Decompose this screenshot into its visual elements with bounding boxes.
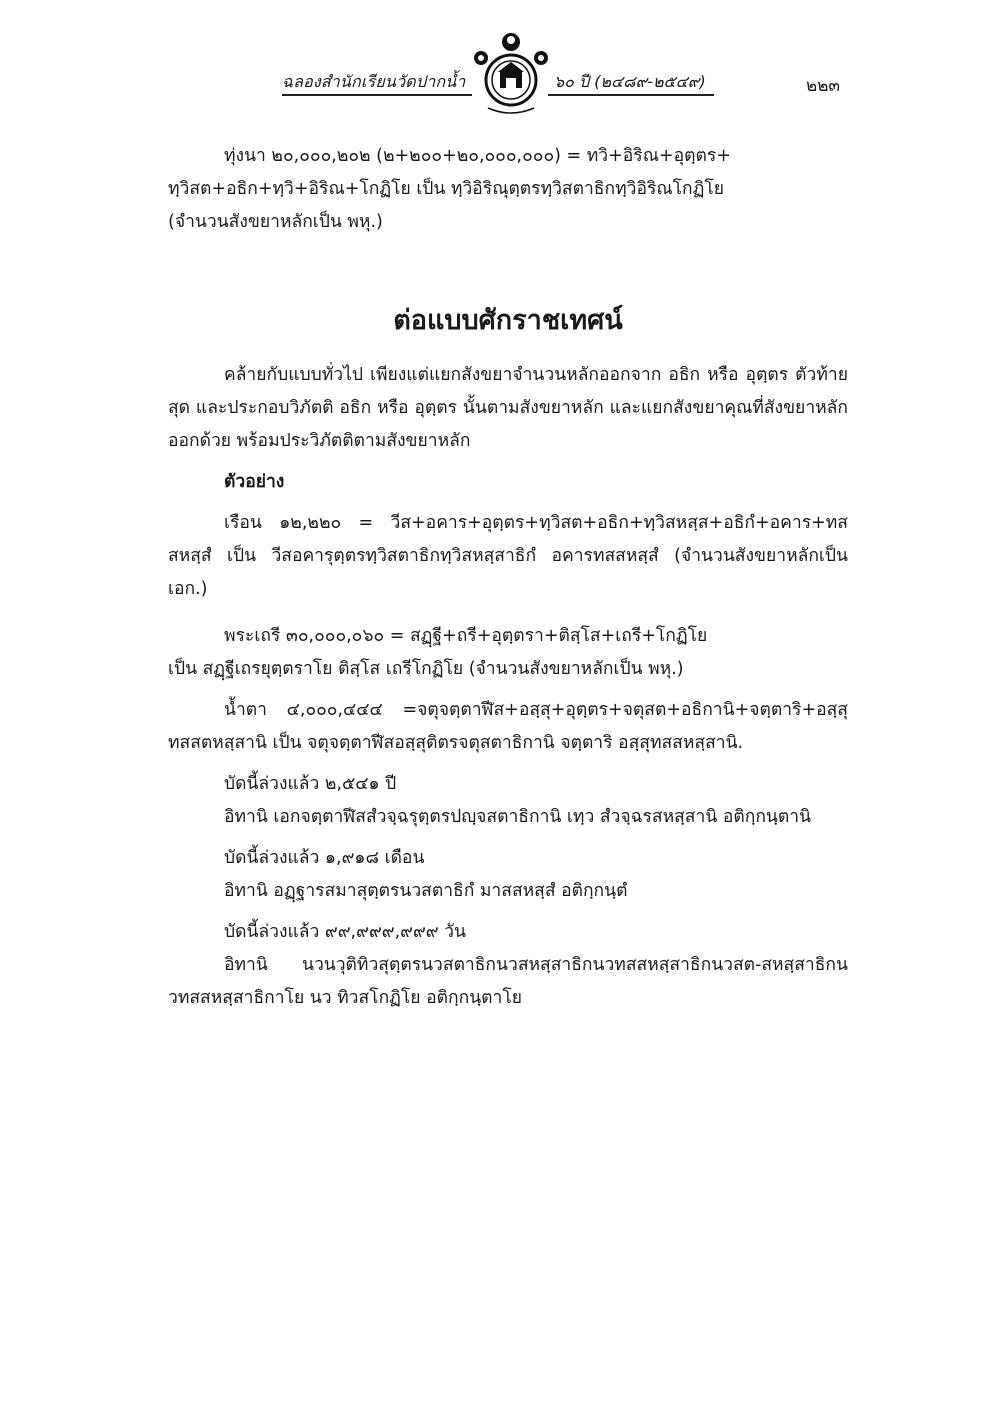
header-left-text: ฉลองสำนักเรียนวัดปากน้ำ (282, 72, 466, 91)
section-title: ต่อแบบศักราชเทศน์ (393, 305, 623, 336)
example-1: เรือน ๑๒,๒๒๐ = วีส+อคาร+อุตฺตร+ทฺวิสต+อธิก+ทฺวิสหสฺส+อธิกํ+อคาร+ทสสหสฺสํ เป็น วีสอคารุตฺตรทฺวิสตาธิกทฺวิสหสฺสาธิกํ อคารทสสหสฺสํ (จำนวนสังขยาหลักเป็น เอก.) (168, 513, 848, 599)
page-header (0, 20, 1000, 120)
section-paragraph: คล้ายกับแบบทั่วไป เพียงแต่แยกสังขยาจำนวนหลักออกจาก อธิก หรือ อุตฺตร ตัวท้ายสุด และประกอบวิภัตติ อธิก หรือ อุตฺตร นั้นตามสังขยาหลัก และแยกสังขยาคุณที่สังขยาหลักออกด้วย พร้อมประวิภัตติตามสังขยาหลัก (168, 365, 848, 451)
header-rule-right (548, 94, 714, 96)
example-heading: ตัวอย่าง (224, 472, 285, 492)
example-2-line-2: เป็น สฏฺฐีเถรยุตฺตราโย ติสฺโส เถรีโกฏิโย (จำนวนสังขยาหลักเป็น พหุ.) (168, 659, 684, 679)
example-4-label: บัดนี้ล่วงแล้ว ๒,๕๔๑ ปี (224, 774, 397, 794)
intro-line-2: ทฺวิสต+อธิก+ทฺวิ+อิริณ+โกฏิโย เป็น ทฺวิอิริณุตฺตรทฺวิสตาธิกทฺวิอิริณโกฏิโย (168, 179, 724, 199)
header-rule-left (282, 94, 472, 96)
example-3: น้ำตา ๔,๐๐๐,๔๔๔ =จตุจตฺตาฬีส+อสฺสุ+อุตฺตร+จตุสต+อธิกานิ+จตฺตาริ+อสฺสุทสสตหสฺสานิ เป็น จตุจตฺตาฬีสอสฺสุติตรจตุสตาธิกานิ จตฺตาริ อสฺสุทสสหสฺสานิ. (168, 700, 848, 753)
header-right-text: ๖๐ ปี (๒๔๘๙-๒๕๔๙) (554, 72, 706, 91)
temple-seal-icon (468, 24, 554, 120)
example-2-line-1: พระเถรี ๓๐,๐๐๐,๐๖๐ = สฏฺฐี+ถรี+อุตฺตรา+ติสฺโส+เถรี+โกฏิโย (224, 626, 708, 646)
example-5-label: บัดนี้ล่วงแล้ว ๑,๙๑๘ เดือน (224, 848, 425, 868)
example-6-text: อิทานิ นวนวุติทิวสุตฺตรนวสตาธิกนวสหสฺสาธิกนวทสสหสฺสาธิกนวสต-สหสฺสาธิกนวทสสหสฺสาธิกาโย นว ทิวสโกฏิโย อติกฺกนฺตาโย (168, 955, 848, 1008)
page-number: ๒๒๓ (806, 76, 841, 96)
intro-line-1: ทุ่งนา ๒๐,๐๐๐,๒๐๒ (๒+๒๐๐+๒๐,๐๐๐,๐๐๐) = ทวิ+อิริณ+อุตฺตร+ (224, 146, 731, 166)
example-4-text: อิทานิ เอกจตฺตาฬีสสํวจฺฉรุตฺตรปญฺจสตาธิกานิ เทฺว สํวจฺฉรสหสฺสานิ อติกฺกนฺตานิ (224, 807, 812, 827)
example-5-text: อิทานิ อฏฺฐารสมาสุตฺตรนวสตาธิกํ มาสสหสฺสํ อติกฺกนฺตํ (224, 881, 628, 901)
example-6-label: บัดนี้ล่วงแล้ว ๙๙,๙๙๙,๙๙๙ วัน (224, 922, 466, 942)
page-body (168, 140, 848, 1015)
intro-line-3: (จำนวนสังขยาหลักเป็น พหุ.) (168, 212, 383, 232)
